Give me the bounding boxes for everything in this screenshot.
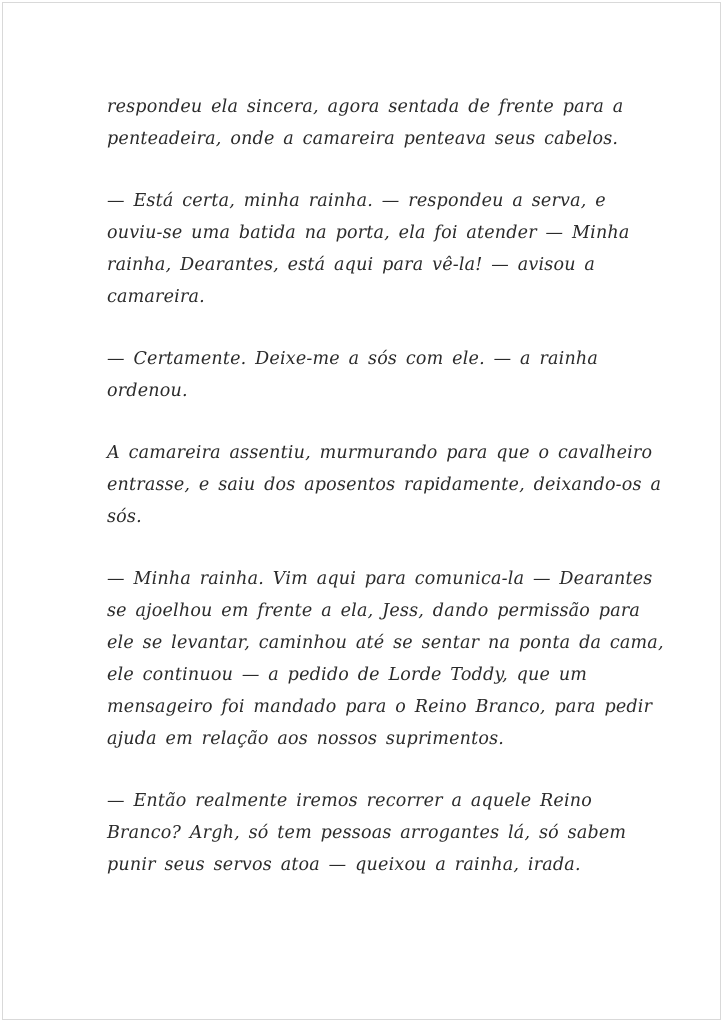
text-line: sós.: [107, 507, 142, 527]
paragraph: [107, 563, 664, 755]
text-line: respondeu ela sincera, agora sentada de frente para a: [107, 97, 624, 117]
text-line: camareira.: [107, 287, 205, 307]
text-line: mensageiro foi mandado para o Reino Branco, para pedir: [107, 697, 653, 717]
text-line: — Certamente. Deixe-me a sós com ele. — a rainha: [107, 349, 599, 369]
paragraph: [107, 437, 662, 533]
text-line: — Minha rainha. Vim aqui para comunica-la — Dearantes: [107, 569, 653, 589]
text-line: penteadeira, onde a camareira penteava seus cabelos.: [107, 129, 619, 149]
paragraph: [107, 785, 632, 881]
text-line: ele continuou — a pedido de Lorde Toddy, que um: [107, 665, 588, 685]
text-line: rainha, Dearantes, está aqui para vê-la! — avisou a: [107, 255, 596, 275]
paragraph: [107, 185, 632, 313]
text-line: A camareira assentiu, murmurando para que o cavalheiro: [107, 443, 653, 463]
text-line: — Está certa, minha rainha. — respondeu a serva, e: [107, 191, 606, 211]
text-line: ordenou.: [107, 381, 188, 401]
page-body-text: [107, 91, 664, 911]
text-line: Branco? Argh, só tem pessoas arrogantes lá, só sabem: [107, 823, 627, 843]
text-line: se ajoelhou em frente a ela, Jess, dando permissão para: [107, 601, 641, 621]
document-page: [2, 2, 721, 1020]
paragraph: [107, 343, 632, 407]
text-line: — Então realmente iremos recorrer a aquele Reino: [107, 791, 592, 811]
text-line: entrasse, e saiu dos aposentos rapidamente, deixando-os a: [107, 475, 662, 495]
text-line: ele se levantar, caminhou até se sentar na ponta da cama,: [107, 633, 664, 653]
text-line: ouviu-se uma batida na porta, ela foi atender — Minha: [107, 223, 630, 243]
text-line: punir seus servos atoa — queixou a rainha, irada.: [107, 855, 581, 875]
text-line: ajuda em relação aos nossos suprimentos.: [107, 729, 505, 749]
paragraph: [107, 91, 632, 155]
